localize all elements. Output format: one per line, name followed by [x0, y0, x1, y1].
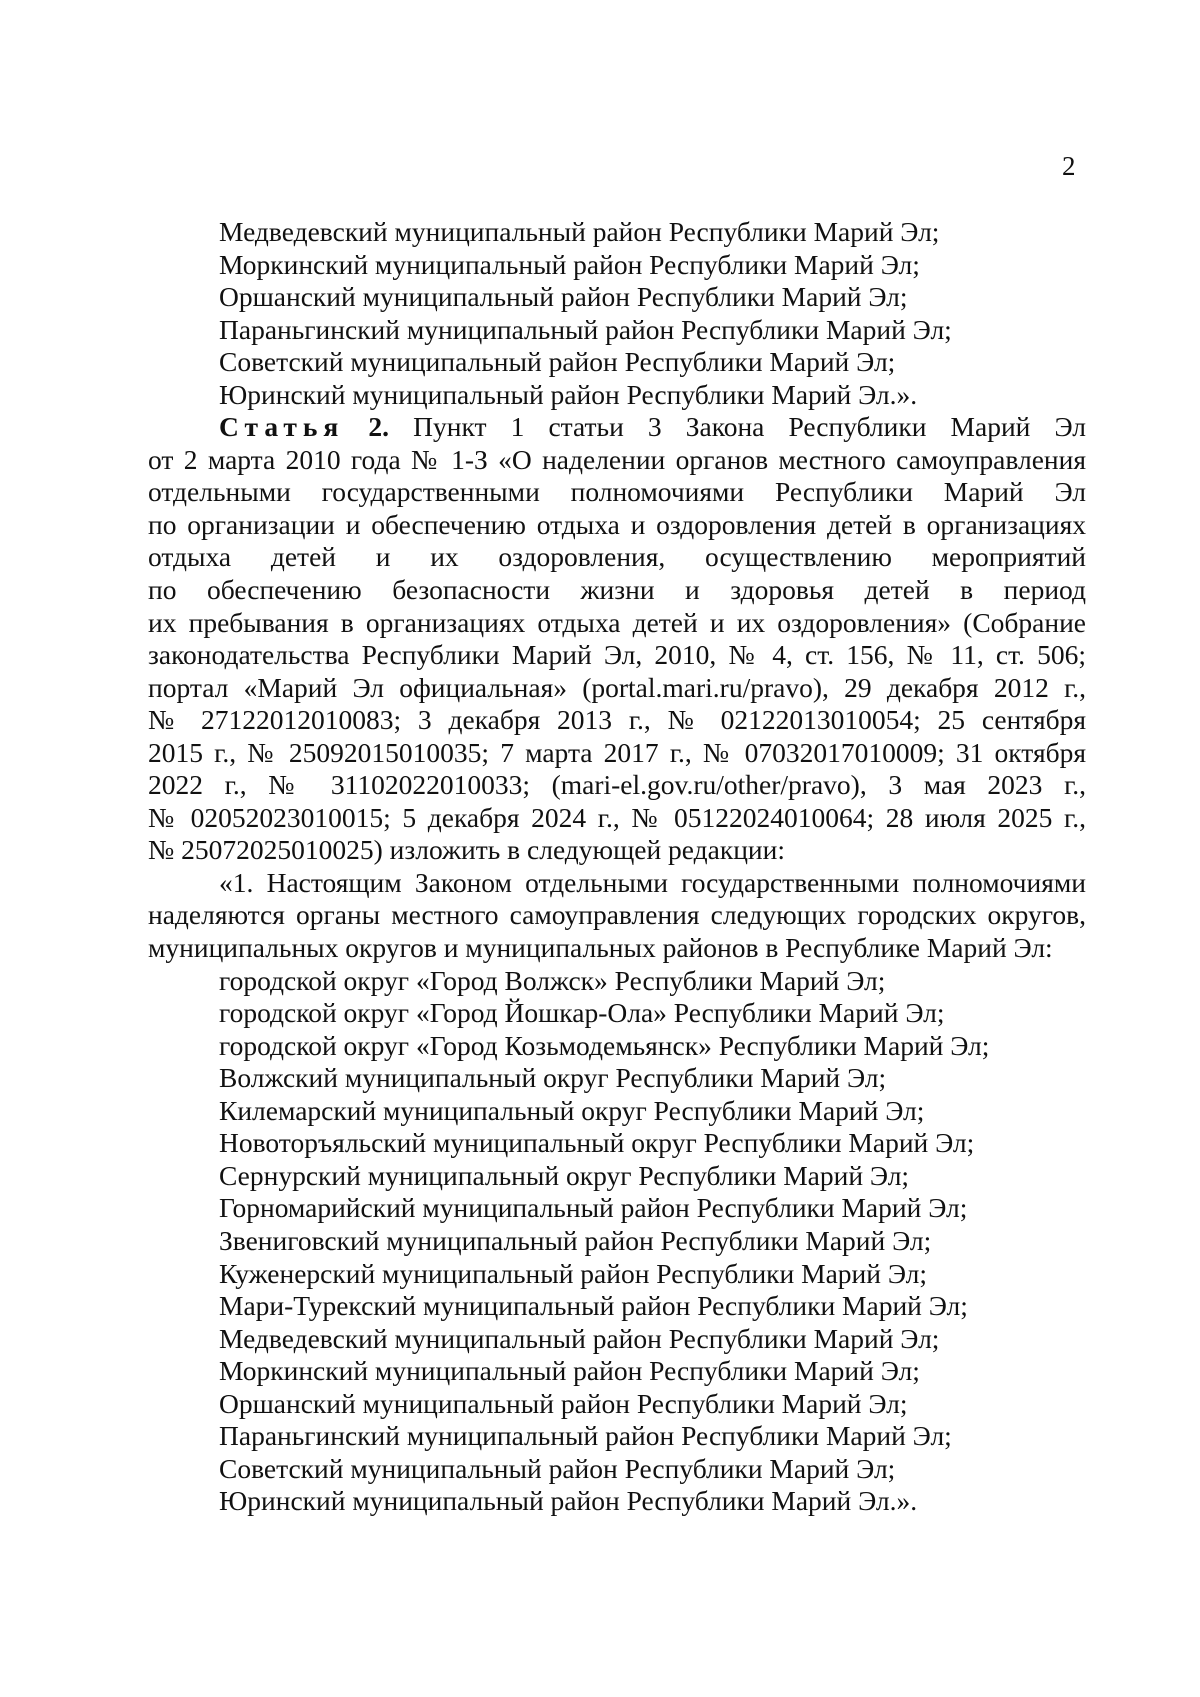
list-item: Параньгинский муниципальный район Республики Марий Эл; — [219, 1420, 952, 1452]
list-item: Оршанский муниципальный район Республики Марий Эл; — [219, 281, 908, 313]
article-line: законодательства Республики Марий Эл, 2010, № 4, ст. 156, № 11, ст. 506; — [148, 639, 1086, 671]
article-line: по организации и обеспечению отдыха и оздоровления детей в организациях — [148, 508, 1086, 540]
list-item: Медведевский муниципальный район Республики Марий Эл; — [219, 1322, 940, 1354]
article-2 — [148, 411, 1086, 867]
article-line: № 27122012010083; 3 декабря 2013 г., № 02122013010054; 25 сентября — [148, 704, 1086, 736]
list-item: Волжский муниципальный округ Республики Марий Эл; — [219, 1062, 887, 1094]
list-item: городской округ «Город Волжск» Республики Марий Эл; — [219, 964, 886, 996]
list-after — [148, 965, 1086, 1518]
article-line: по обеспечению безопасности жизни и здоровья детей в период — [148, 574, 1086, 606]
list-item: Новоторъяльский муниципальный округ Республики Марий Эл; — [219, 1127, 975, 1159]
article-label: Статья — [219, 411, 345, 443]
list-item: Советский муниципальный район Республики Марий Эл; — [219, 1452, 896, 1484]
article-line: портал «Марий Эл официальная» (portal.mari.ru/pravo), 29 декабря 2012 г., — [148, 671, 1086, 703]
list-item: городской округ «Город Козьмодемьянск» Республики Марий Эл; — [219, 1029, 990, 1061]
page-number: 2 — [1062, 151, 1076, 181]
article-number: 2. — [368, 411, 390, 443]
list-item: Мари-Турекский муниципальный район Республики Марий Эл; — [219, 1290, 968, 1322]
list-item: Параньгинский муниципальный район Республики Марий Эл; — [219, 313, 952, 345]
clause-line: «1. Настоящим Законом отдельными государственными полномочиями — [219, 866, 1086, 898]
list-item: городской округ «Город Йошкар-Ола» Республики Марий Эл; — [219, 997, 945, 1029]
list-item: Оршанский муниципальный район Республики Марий Эл; — [219, 1387, 908, 1419]
list-item: Сернурский муниципальный округ Республики Марий Эл; — [219, 1159, 910, 1191]
list-item: Куженерский муниципальный район Республики Марий Эл; — [219, 1257, 928, 1289]
article-line: № 02052023010015; 5 декабря 2024 г., № 05122024010064; 28 июля 2025 г., — [148, 801, 1086, 833]
list-item: Советский муниципальный район Республики Марий Эл; — [219, 346, 896, 378]
list-before — [148, 216, 1086, 411]
list-item: Моркинский муниципальный район Республики Марий Эл; — [219, 248, 920, 280]
article-line: 2022 г., № 31102022010033; (mari-el.gov.ru/other/pravo), 3 мая 2023 г., — [148, 769, 1086, 801]
list-item: Звениговский муниципальный район Республики Марий Эл; — [219, 1224, 932, 1256]
article-line: от 2 марта 2010 года № 1-З «О наделении органов местного самоуправления — [148, 443, 1086, 475]
list-item: Моркинский муниципальный район Республики Марий Эл; — [219, 1355, 920, 1387]
article-line: отдыха детей и их оздоровления, осуществлению мероприятий — [148, 541, 1086, 573]
clause-line: муниципальных округов и муниципальных районов в Республике Марий Эл: — [148, 932, 1053, 964]
clause-line: наделяются органы местного самоуправления следующих городских округов, — [148, 899, 1086, 931]
article-first-line-text: Пункт 1 статьи 3 Закона Республики Марий Эл — [413, 411, 1087, 443]
list-item: Горномарийский муниципальный район Республики Марий Эл; — [219, 1192, 968, 1224]
list-item: Юринский муниципальный район Республики Марий Эл.». — [219, 1485, 918, 1517]
list-item: Медведевский муниципальный район Республики Марий Эл; — [219, 216, 940, 247]
article-line: их пребывания в организациях отдыха детей и их оздоровления» (Собрание — [148, 606, 1086, 638]
list-item: Килемарский муниципальный округ Республики Марий Эл; — [219, 1094, 925, 1126]
list-item: Юринский муниципальный район Республики Марий Эл.». — [219, 378, 918, 410]
article-heading-line — [148, 411, 1086, 444]
article-line: отдельными государственными полномочиями Республики Марий Эл — [148, 476, 1086, 508]
clause-1 — [148, 867, 1086, 965]
article-line: 2015 г., № 25092015010035; 7 марта 2017 г., № 07032017010009; 31 октября — [148, 736, 1086, 768]
document-body — [148, 216, 1086, 1518]
article-line: № 25072025010025) изложить в следующей редакции: — [148, 834, 785, 866]
